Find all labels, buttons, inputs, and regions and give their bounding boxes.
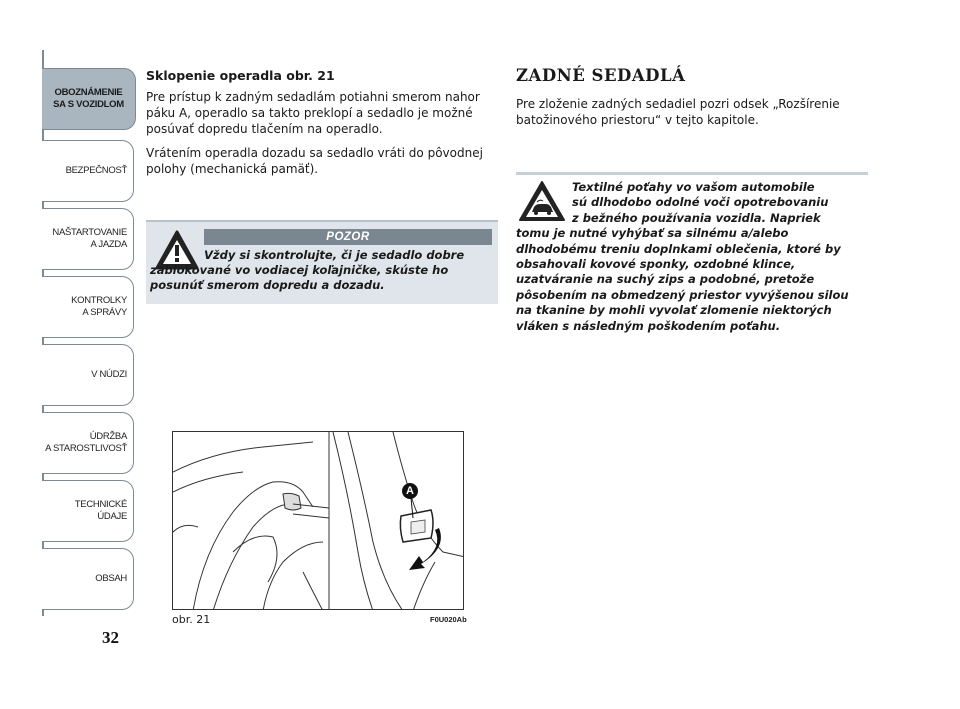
note-line-1: Textilné poťahy vo vašom automobile xyxy=(572,180,815,194)
figure-seat-lever xyxy=(172,431,464,610)
tab-nastartovanie[interactable]: NAŠTARTOVANIE A JAZDA xyxy=(42,208,134,270)
paragraph-vratenie: Vrátením operadla dozadu sa sedadlo vráti do pôvodnej polohy (mechanická pamäť). xyxy=(146,146,483,176)
chapter-sidebar xyxy=(0,0,140,709)
warning-box xyxy=(146,220,498,304)
paragraph-pristup: Pre prístup k zadným sedadlám potiahni smerom nahor páku A, operadlo sa takto preklopí a sedadlo je možné posúvať dopredu tlačením na operadlo. xyxy=(146,90,480,136)
note-line-2: sú dlhodobo odolné voči opotrebovaniu xyxy=(572,195,829,210)
tab-kontrolky[interactable]: KONTROLKY A SPRÁVY xyxy=(42,276,134,338)
tab-obsah[interactable]: OBSAH xyxy=(42,548,134,610)
paragraph-zlozenie: Pre zloženie zadných sedadiel pozri odsek „Rozšírenie batožinového priestoru“ v tejto kapitole. xyxy=(516,97,840,127)
note-rest: tomu je nutné vyhýbať sa silnému a/alebo dlhodobému treniu doplnkami oblečenia, ktoré by obsahovali kovové sponky, ozdobné klince, uzatváranie na suchý zips a podobné, pretože pôsobením na obmedzený priestor vyvýšenou silou na tkanine by mohli vyvolať zlomenie niektorých vláken s následným poškodením poťahu. xyxy=(516,226,849,333)
tab-bezpecnost[interactable]: BEZPEČNOSŤ xyxy=(42,140,134,202)
seat-illustration xyxy=(173,432,464,610)
figure-code: F0U020Ab xyxy=(430,615,467,624)
warning-text: Vždy si skontrolujte, či je sedadlo dobre zablokované vo vodiacej koľajničke, skúste ho posunúť smerom dopredu a dozadu. xyxy=(150,248,465,292)
callout-a: A xyxy=(402,483,418,499)
tab-udrzba[interactable]: ÚDRŽBA A STAROSTLIVOSŤ xyxy=(42,412,134,474)
tab-technicke-udaje[interactable]: TECHNICKÉ ÚDAJE xyxy=(42,480,134,542)
note-line-3: z bežného používania vozidla. Napriek xyxy=(572,210,821,225)
section-heading-zadne-sedadla: ZADNÉ SEDADLÁ xyxy=(516,66,686,85)
note-text xyxy=(516,180,868,334)
tab-oboznamenie[interactable]: OBOZNÁMENIE SA S VOZIDLOM xyxy=(42,68,136,130)
section-divider xyxy=(516,172,868,175)
tab-v-nudzi[interactable]: V NÚDZI xyxy=(42,344,134,406)
right-column xyxy=(516,66,868,136)
figure-caption: obr. 21 xyxy=(172,613,211,626)
page-number: 32 xyxy=(102,628,119,647)
warning-title: POZOR xyxy=(204,229,492,245)
left-column xyxy=(146,68,498,185)
section-heading-sklopenie: Sklopenie operadla obr. 21 xyxy=(146,68,335,83)
